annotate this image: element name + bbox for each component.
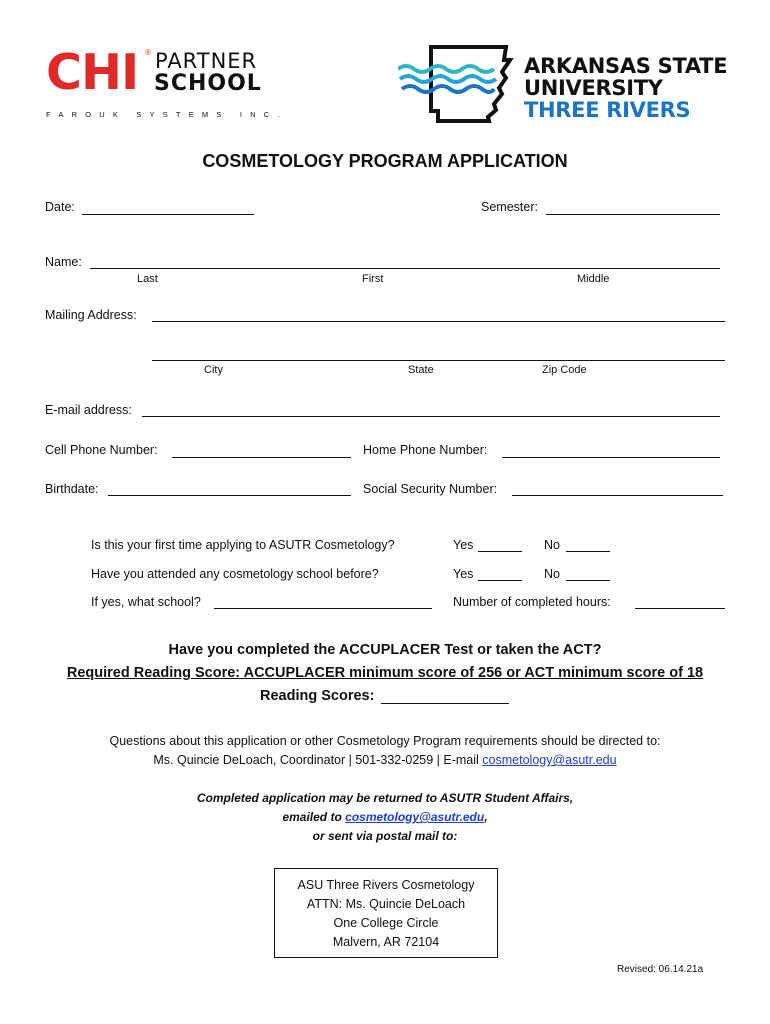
mailing-address-field[interactable] xyxy=(152,321,725,322)
question-first-time: Is this your first time applying to ASUTR Cosmetology? xyxy=(91,538,395,552)
asu-line1: ARKANSAS STATE xyxy=(524,54,728,78)
school-name-field[interactable] xyxy=(214,608,432,609)
email-label: E-mail address: xyxy=(45,403,132,417)
semester-label: Semester: xyxy=(481,200,538,214)
semester-field[interactable] xyxy=(546,214,720,215)
cell-phone-field[interactable] xyxy=(172,457,351,458)
cell-label: Cell Phone Number: xyxy=(45,443,158,457)
ssn-label: Social Security Number: xyxy=(363,482,498,496)
name-field[interactable] xyxy=(90,268,720,269)
address-line3: One College Circle xyxy=(333,916,439,930)
return-comma: , xyxy=(484,810,488,824)
q1-yes-field[interactable] xyxy=(478,551,522,552)
asu-line2: UNIVERSITY xyxy=(524,76,663,100)
home-label: Home Phone Number: xyxy=(363,443,488,457)
revised-date: Revised: 06.14.21a xyxy=(617,964,704,975)
address-sub-state: State xyxy=(408,364,434,376)
ssn-field[interactable] xyxy=(512,495,723,496)
reading-scores-label: Reading Scores: xyxy=(260,688,375,704)
address-line2: ATTN: Ms. Quincie DeLoach xyxy=(306,897,466,911)
question-attended: Have you attended any cosmetology school before? xyxy=(91,567,379,581)
address-line4: Malvern, AR 72104 xyxy=(332,935,440,949)
contact-email-link[interactable]: cosmetology@asutr.edu xyxy=(482,753,617,767)
arkansas-state-outline-icon xyxy=(398,44,516,124)
q2-no-field[interactable] xyxy=(566,580,610,581)
date-label: Date: xyxy=(45,200,75,214)
name-sub-middle: Middle xyxy=(577,273,610,285)
return-emailed-to: emailed to xyxy=(282,810,342,824)
contact-line1: Questions about this application or other Cosmetology Program requirements should be directed to: xyxy=(109,734,661,748)
contact-line2 xyxy=(0,753,770,767)
school-text: SCHOOL xyxy=(154,71,262,96)
chi-mark: CHI xyxy=(46,44,139,101)
registered-mark: ® xyxy=(145,48,151,57)
name-sub-first: First xyxy=(362,273,384,285)
question-which-school: If yes, what school? xyxy=(91,595,201,609)
asu-line3: THREE RIVERS xyxy=(524,98,691,122)
date-field[interactable] xyxy=(82,214,254,215)
q2-no-label: No xyxy=(544,567,560,581)
coordinator-info: Ms. Quincie DeLoach, Coordinator | 501-332-0259 | E-mail xyxy=(153,753,479,767)
email-field[interactable] xyxy=(142,416,720,417)
birthdate-field[interactable] xyxy=(108,495,351,496)
q1-no-field[interactable] xyxy=(566,551,610,552)
reading-scores-field[interactable] xyxy=(381,703,509,704)
q1-yes-label: Yes xyxy=(453,538,474,552)
form-title: COSMETOLOGY PROGRAM APPLICATION xyxy=(202,151,568,171)
city-state-zip-field[interactable] xyxy=(152,360,725,361)
return-line2 xyxy=(0,810,770,824)
q2-yes-label: Yes xyxy=(453,567,474,581)
home-phone-field[interactable] xyxy=(502,457,720,458)
name-label: Name: xyxy=(45,255,82,269)
partner-text: PARTNER xyxy=(155,49,258,73)
q1-no-label: No xyxy=(544,538,560,552)
address-sub-zip: Zip Code xyxy=(542,364,587,376)
farouk-text: FAROUK SYSTEMS INC. xyxy=(46,110,288,119)
hours-field[interactable] xyxy=(635,608,725,609)
birth-label: Birthdate: xyxy=(45,482,99,496)
accuplacer-question: Have you completed the ACCUPLACER Test or taken the ACT? xyxy=(168,642,602,658)
q2-yes-field[interactable] xyxy=(478,580,522,581)
return-line1: Completed application may be returned to ASUTR Student Affairs, xyxy=(196,791,574,805)
return-email-link[interactable]: cosmetology@asutr.edu xyxy=(345,810,485,824)
address-sub-city: City xyxy=(204,364,223,376)
hours-label: Number of completed hours: xyxy=(453,595,611,609)
mailing-label: Mailing Address: xyxy=(45,308,137,322)
mailing-address-text xyxy=(274,876,498,952)
name-sub-last: Last xyxy=(137,273,158,285)
address-line1: ASU Three Rivers Cosmetology xyxy=(297,878,475,892)
return-line3: or sent via postal mail to: xyxy=(312,829,458,843)
reading-score-requirement: Required Reading Score: ACCUPLACER minimum score of 256 or ACT minimum score of 18 xyxy=(66,665,704,681)
